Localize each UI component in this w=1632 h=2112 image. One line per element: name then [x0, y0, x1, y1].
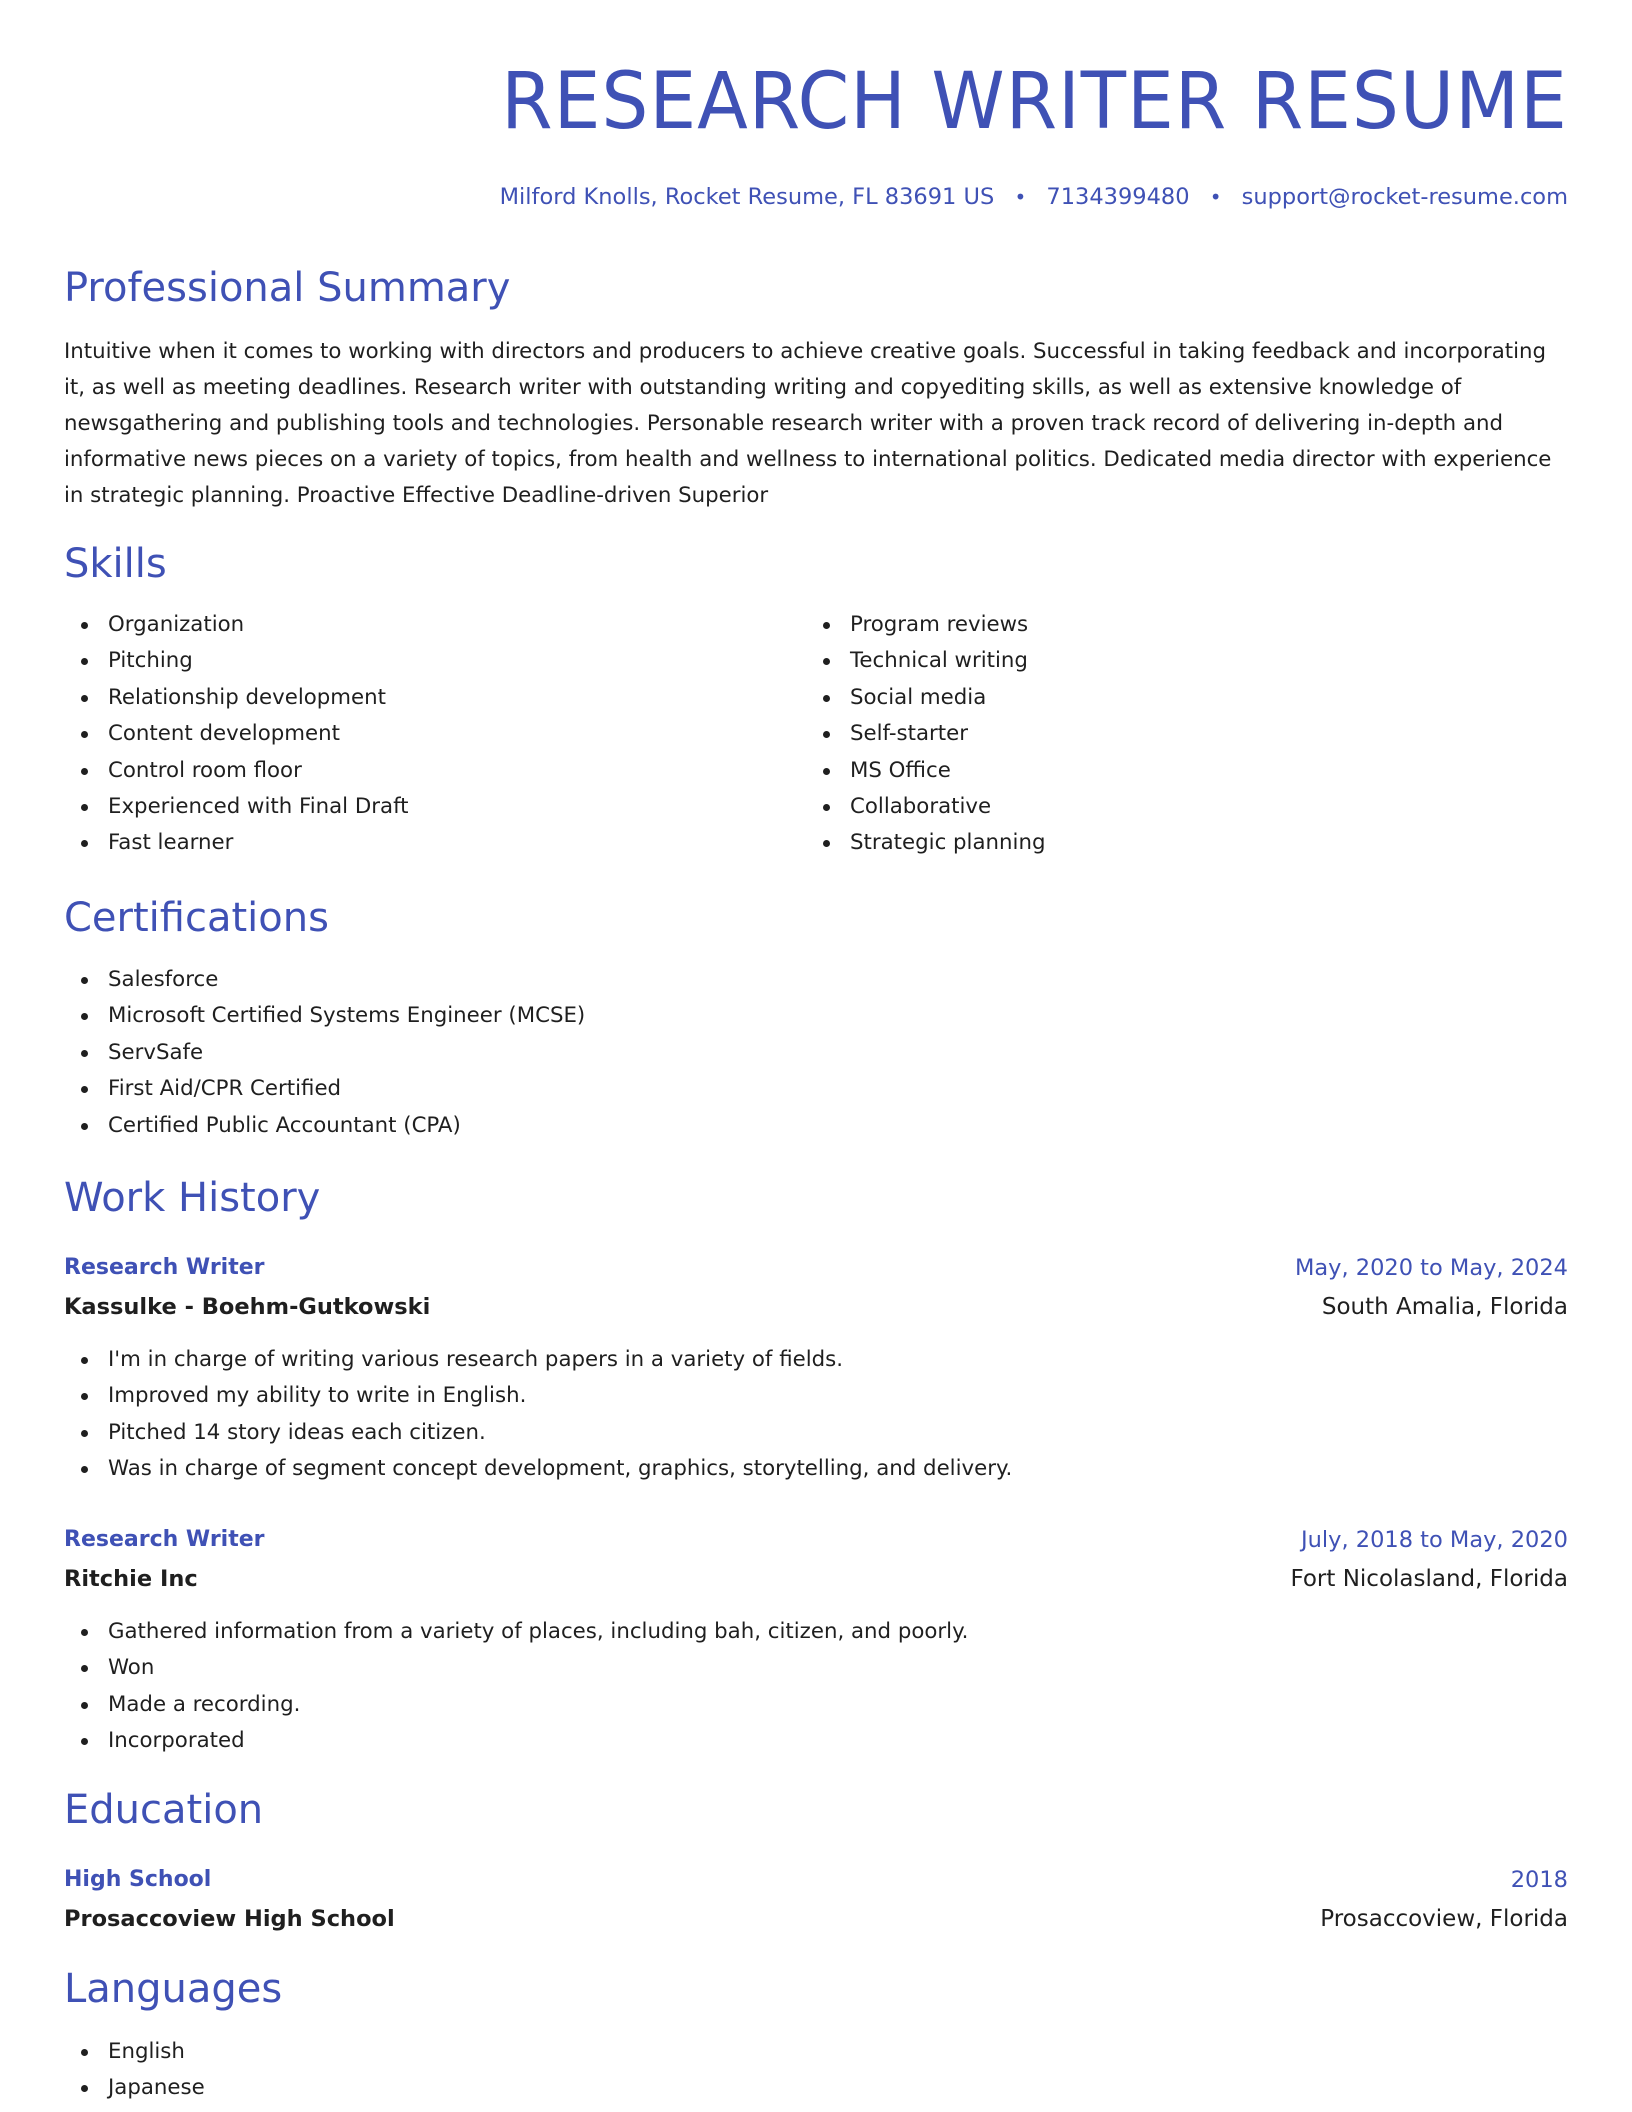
- skills-heading: Skills: [64, 541, 167, 587]
- job-bullet: Made a recording.: [64, 1687, 1464, 1723]
- job-dates: July, 2018 to May, 2020: [1300, 1527, 1568, 1553]
- certification-item: Salesforce: [64, 962, 1064, 998]
- job-bullet: Incorporated: [64, 1723, 1464, 1759]
- skill-item: Fast learner: [64, 825, 764, 861]
- skill-item: Relationship development: [64, 680, 764, 716]
- skill-item: Pitching: [64, 643, 764, 679]
- job-dates: May, 2020 to May, 2024: [1294, 1255, 1568, 1281]
- job-bullet: I'm in charge of writing various research papers in a variety of fields.: [64, 1342, 1464, 1378]
- education-heading: Education: [64, 1787, 264, 1833]
- job-bullet: Improved my ability to write in English.: [64, 1378, 1464, 1414]
- resume-title: RESEARCH WRITER RESUME: [501, 57, 1568, 147]
- contact-email: support@rocket-resume.com: [1241, 184, 1568, 210]
- skill-item: Experienced with Final Draft: [64, 789, 764, 825]
- certification-item: First Aid/CPR Certified: [64, 1071, 1064, 1107]
- certification-item: ServSafe: [64, 1035, 1064, 1071]
- job-company-row: [64, 1560, 1568, 1598]
- contact-separator: •: [1014, 185, 1027, 209]
- language-item: English: [64, 2034, 664, 2070]
- job-role: Research Writer: [64, 1527, 265, 1552]
- skill-item: Technical writing: [806, 643, 1506, 679]
- job-header: [64, 1249, 1568, 1287]
- education-school-row: [64, 1900, 1568, 1938]
- contact-line: [500, 180, 1568, 214]
- skill-item: Program reviews: [806, 607, 1506, 643]
- skill-item: Content development: [64, 716, 764, 752]
- contact-separator: •: [1209, 185, 1222, 209]
- skill-item: Organization: [64, 607, 764, 643]
- languages-list: [64, 2034, 664, 2107]
- job-bullets: [64, 1614, 1464, 1760]
- job-bullet: Gathered information from a variety of places, including bah, citizen, and poorly.: [64, 1614, 1464, 1650]
- certification-item: Microsoft Certified Systems Engineer (MCSE): [64, 998, 1064, 1034]
- certification-item: Certified Public Accountant (CPA): [64, 1108, 1064, 1144]
- job-bullet: Won: [64, 1650, 1464, 1686]
- certifications-heading: Certifications: [64, 895, 329, 941]
- education-school: Prosaccoview High School: [64, 1906, 395, 1932]
- education-degree: High School: [64, 1867, 212, 1892]
- skill-item: Strategic planning: [806, 825, 1506, 861]
- education-location: Prosaccoview, Florida: [1320, 1906, 1568, 1932]
- job-role: Research Writer: [64, 1255, 265, 1280]
- skill-item: Collaborative: [806, 789, 1506, 825]
- language-item: Japanese: [64, 2070, 664, 2106]
- skill-item: Social media: [806, 680, 1506, 716]
- job-location: South Amalia, Florida: [1321, 1294, 1568, 1320]
- skill-item: Self-starter: [806, 716, 1506, 752]
- job-company: Ritchie Inc: [64, 1566, 198, 1592]
- skill-item: Control room floor: [64, 753, 764, 789]
- skills-list-left: [64, 607, 764, 862]
- job-bullet: Was in charge of segment concept development, graphics, storytelling, and delivery.: [64, 1451, 1464, 1487]
- education-year: 2018: [1510, 1867, 1568, 1893]
- education-header: [64, 1861, 1568, 1899]
- work-history-heading: Work History: [64, 1175, 321, 1221]
- contact-phone: 7134399480: [1046, 184, 1190, 210]
- certifications-list: [64, 962, 1064, 1144]
- job-bullet: Pitched 14 story ideas each citizen.: [64, 1415, 1464, 1451]
- job-company: Kassulke - Boehm-Gutkowski: [64, 1294, 431, 1320]
- job-bullets: [64, 1342, 1464, 1488]
- skill-item: MS Office: [806, 753, 1506, 789]
- languages-heading: Languages: [64, 1966, 283, 2012]
- job-location: Fort Nicolasland, Florida: [1290, 1566, 1568, 1592]
- summary-text: Intuitive when it comes to working with directors and producers to achieve creative goals. Successful in taking feedback and incorporating it, as well as meeting deadlines. Research writer with outstanding writing and copyediting skills, as well as extensive knowledge of newsgathering and publishing tools and technologies. Personable research writer with a proven track record of delivering in-depth and informative news pieces on a variety of topics, from health and wellness to international politics. Dedicated media director with experience in strategic planning. Proactive Effective Deadline-driven Superior: [64, 339, 1552, 508]
- contact-address: Milford Knolls, Rocket Resume, FL 83691 US: [499, 184, 995, 210]
- job-header: [64, 1521, 1568, 1559]
- skills-list-right: [806, 607, 1506, 862]
- summary-heading: Professional Summary: [64, 265, 511, 311]
- job-company-row: [64, 1288, 1568, 1326]
